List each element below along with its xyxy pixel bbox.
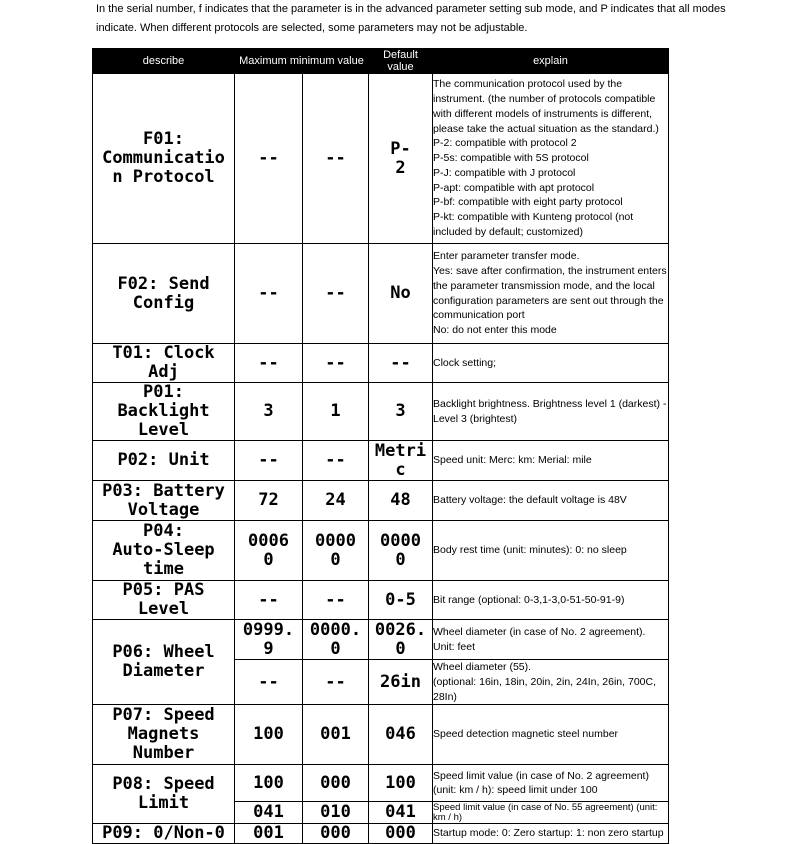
explain-text: Clock setting; (433, 344, 669, 383)
explain-text: Wheel diameter (in case of No. 2 agreement). Unit: feet (433, 620, 669, 660)
header-default: Default value (369, 49, 433, 74)
default-value: 0000 0 (369, 521, 433, 581)
max-value: 3 (235, 383, 303, 441)
explain-text: Speed detection magnetic steel number (433, 705, 669, 765)
max-value: 0999. 9 (235, 620, 303, 660)
min-value: 000 (303, 765, 369, 802)
table-row (93, 765, 669, 802)
default-value: No (369, 244, 433, 344)
param-name: F01: Communicatio n Protocol (93, 74, 235, 244)
explain-text: Startup mode: 0: Zero startup: 1: non zero startup (433, 824, 669, 844)
param-name: T01: Clock Adj (93, 344, 235, 383)
default-value: 26in (369, 660, 433, 705)
param-name: P05: PAS Level (93, 581, 235, 620)
header-describe: describe (93, 49, 235, 74)
explain-text: Speed unit: Merc: km: Merial: mile (433, 441, 669, 481)
table-row (93, 74, 669, 244)
explain-text: Wheel diameter (55). (optional: 16in, 18in, 20in, 2in, 24In, 26in, 700C, 28In) (433, 660, 669, 705)
max-value: -- (235, 74, 303, 244)
header-explain: explain (433, 49, 669, 74)
explain-text: Speed limit value (in case of No. 2 agreement) (unit: km / h): speed limit under 100 (433, 765, 669, 802)
param-name: P08: Speed Limit (93, 765, 235, 824)
max-value: -- (235, 441, 303, 481)
table-header (93, 49, 669, 74)
explain-text: Bit range (optional: 0-3,1-3,0-51-50-91-9) (433, 581, 669, 620)
default-value: 000 (369, 824, 433, 844)
min-value: -- (303, 244, 369, 344)
default-value: 0026. 0 (369, 620, 433, 660)
table-row (93, 244, 669, 344)
max-value: 001 (235, 824, 303, 844)
explain-text: The communication protocol used by the instrument. (the number of protocols compatible with different models of instruments is different, please take the actual situation as the standard.) P-2: compatible with protocol 2 P-5s: compatible with 5S protocol P-J: compatible with J protocol P-apt: compatible with apt protocol P-bf: compatible with eight party protocol P-kt: compatible with Kunteng protocol (not included by default; customized) (433, 74, 669, 244)
table-row (93, 441, 669, 481)
max-value: -- (235, 581, 303, 620)
param-name: F02: Send Config (93, 244, 235, 344)
min-value: -- (303, 74, 369, 244)
min-value: -- (303, 581, 369, 620)
table-row (93, 481, 669, 521)
max-value: -- (235, 244, 303, 344)
max-value: 72 (235, 481, 303, 521)
default-value: Metri c (369, 441, 433, 481)
max-value: -- (235, 660, 303, 705)
explain-text: Body rest time (unit: minutes): 0: no sleep (433, 521, 669, 581)
param-name: P03: Battery Voltage (93, 481, 235, 521)
max-value: -- (235, 344, 303, 383)
table-row (93, 383, 669, 441)
min-value: 010 (303, 802, 369, 824)
min-value: -- (303, 344, 369, 383)
default-value: P- 2 (369, 74, 433, 244)
table-row (93, 824, 669, 844)
table-row (93, 581, 669, 620)
table-row (93, 344, 669, 383)
header-max-min: Maximum minimum value (235, 49, 369, 74)
parameter-table (92, 48, 669, 844)
table-row (93, 620, 669, 660)
default-value: 48 (369, 481, 433, 521)
table-row (93, 521, 669, 581)
param-name: P07: Speed Magnets Number (93, 705, 235, 765)
default-value: -- (369, 344, 433, 383)
min-value: 0000. 0 (303, 620, 369, 660)
explain-text: Enter parameter transfer mode. Yes: save after confirmation, the instrument enters the parameter transmission mode, and the local configuration parameters are sent out through the communication port No: do not enter this mode (433, 244, 669, 344)
max-value: 0006 0 (235, 521, 303, 581)
explain-text: Backlight brightness. Brightness level 1 (darkest) - Level 3 (brightest) (433, 383, 669, 441)
table-row (93, 705, 669, 765)
min-value: 1 (303, 383, 369, 441)
param-name: P06: Wheel Diameter (93, 620, 235, 705)
default-value: 3 (369, 383, 433, 441)
default-value: 041 (369, 802, 433, 824)
param-name: P01: Backlight Level (93, 383, 235, 441)
default-value: 046 (369, 705, 433, 765)
param-name: P02: Unit (93, 441, 235, 481)
max-value: 100 (235, 705, 303, 765)
min-value: 000 (303, 824, 369, 844)
default-value: 100 (369, 765, 433, 802)
param-name: P09: 0/Non-0 (93, 824, 235, 844)
explain-text: Battery voltage: the default voltage is 48V (433, 481, 669, 521)
explain-text: Speed limit value (in case of No. 55 agreement) (unit: km / h) (433, 802, 669, 824)
min-value: -- (303, 660, 369, 705)
min-value: 0000 0 (303, 521, 369, 581)
max-value: 100 (235, 765, 303, 802)
min-value: 24 (303, 481, 369, 521)
min-value: -- (303, 441, 369, 481)
intro-text: In the serial number, f indicates that the parameter is in the advanced parameter setting sub mode, and P indicates that all modes indicate. When different protocols are selected, some parameters may not be adjustable. (96, 3, 726, 34)
max-value: 041 (235, 802, 303, 824)
min-value: 001 (303, 705, 369, 765)
param-name: P04: Auto-Sleep time (93, 521, 235, 581)
default-value: 0-5 (369, 581, 433, 620)
